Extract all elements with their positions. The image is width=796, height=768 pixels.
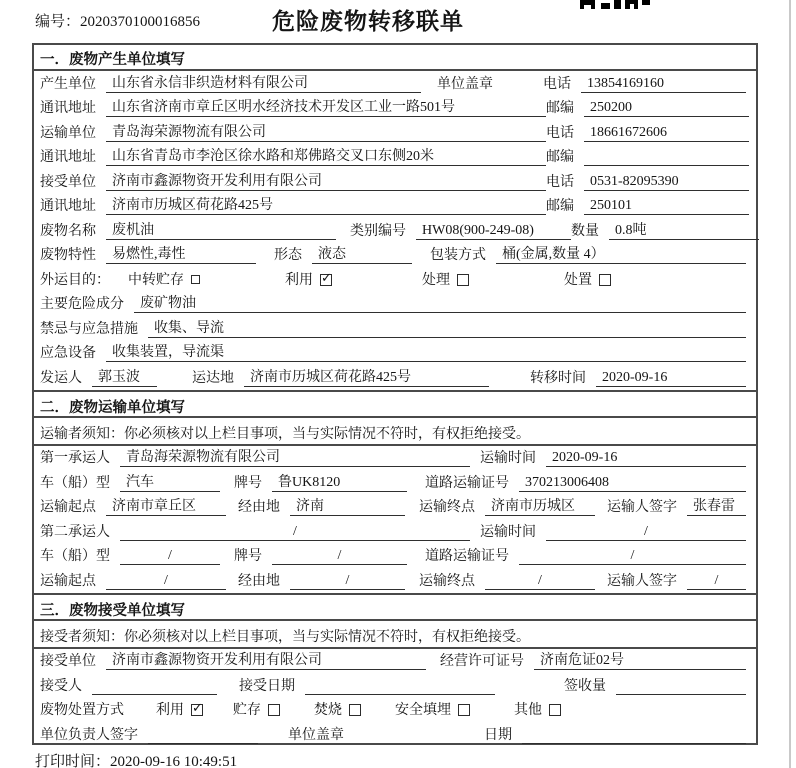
qr-code-fragment-icon [580, 0, 650, 10]
packing-value: 桶(金属,数量 4） [496, 243, 746, 264]
via1-value: 济南 [290, 495, 405, 516]
disposal-label: 废物处置方式 [40, 703, 124, 718]
receiver-label: 接受单位 [40, 174, 96, 190]
zip1-label: 邮编 [546, 101, 574, 116]
checkbox-transfer-storage [191, 275, 200, 284]
row-transporter [34, 120, 756, 145]
form-value: 液态 [312, 243, 412, 264]
addr2-value: 山东省青岛市李沧区徐水路和郑佛路交叉口东侧20米 [106, 145, 546, 166]
transfer-date-label: 转移时间 [530, 370, 586, 386]
transfer-date-value: 2020-09-16 [596, 370, 746, 387]
row-purpose [34, 267, 756, 292]
unit-seal2-label: 单位盖章 [288, 727, 344, 743]
waste-name-value: 废机油 [106, 219, 336, 240]
checkbox-disposal-incinerate [349, 704, 361, 716]
vehicle2-value: / [120, 548, 220, 565]
row-vehicle2 [34, 544, 756, 569]
hazard-label: 主要危险成分 [40, 297, 124, 312]
hazard-value: 废矿物油 [134, 292, 746, 313]
zip3-value: 250101 [584, 198, 749, 215]
waste-name-label: 废物名称 [40, 223, 96, 239]
phone2-value: 18661672606 [584, 125, 749, 142]
zip3-label: 邮编 [546, 199, 574, 214]
row-producer-address [34, 96, 756, 121]
phone2-label: 电话 [546, 125, 574, 141]
serial-label: 编号： [35, 14, 81, 30]
sign-qty-label: 签收量 [564, 678, 606, 694]
row-shipper [34, 365, 756, 390]
plate1-value: 鲁UK8120 [272, 471, 407, 492]
purpose-label: 外运目的： [40, 272, 110, 288]
print-time [35, 750, 237, 768]
disposal-option-label: 焚烧 [314, 703, 342, 718]
shipper-value: 郭玉波 [92, 366, 157, 387]
leader-sign-value [148, 727, 258, 744]
addr2-label: 通讯地址 [40, 150, 96, 165]
row-receiver-address [34, 194, 756, 219]
end1-value: 济南市历城区 [485, 495, 595, 516]
row-leader-sign [34, 722, 756, 747]
vehicle1-label: 车（船）型 [40, 475, 110, 491]
category-value: HW08(900-249-08) [416, 223, 571, 240]
row-receiver [34, 169, 756, 194]
accept-date-label: 接受日期 [239, 678, 295, 694]
disposal-option-label: 安全填埋 [395, 703, 451, 718]
row-accept-unit [34, 649, 756, 674]
sign-qty-value [616, 678, 746, 695]
disposal-option-utilize [156, 699, 203, 719]
checkbox-disposal-store [268, 704, 280, 716]
row-acceptor [34, 673, 756, 698]
purpose-option-treat [422, 269, 469, 289]
print-time-label: 打印时间： [35, 754, 111, 768]
qty-label: 数量 [571, 223, 599, 239]
carrier2-label: 第二承运人 [40, 524, 110, 540]
time2-label: 运输时间 [480, 524, 536, 540]
checkbox-disposal-utilize [191, 704, 203, 716]
disposal-option-label: 贮存 [233, 703, 261, 718]
vehicle1-value: 汽车 [120, 471, 220, 492]
sign2-label: 运输人签字 [607, 573, 677, 589]
carrier1-label: 第一承运人 [40, 451, 110, 466]
carrier2-value: / [120, 524, 470, 541]
license-value: 济南危证02号 [534, 649, 746, 670]
origin1-value: 济南市章丘区 [106, 495, 226, 516]
transporter-value: 青岛海荣源物流有限公司 [106, 121, 546, 142]
qty-value: 0.8吨 [609, 219, 759, 240]
row-carrier1 [34, 446, 756, 471]
vehicle2-label: 车（船）型 [40, 549, 110, 564]
phone1-label: 电话 [543, 76, 571, 92]
date-value [522, 727, 746, 744]
checkbox-disposal-landfill [458, 704, 470, 716]
accept-unit-label: 接受单位 [40, 654, 96, 669]
license2-value: / [519, 548, 746, 565]
character-value: 易燃性,毒性 [106, 243, 256, 264]
row-equipment [34, 341, 756, 366]
window-edge-divider [789, 0, 791, 768]
row-disposal [34, 698, 756, 723]
receiver-value: 济南市鑫源物资开发利用有限公司 [106, 170, 546, 191]
leader-sign-label: 单位负责人签字 [40, 727, 138, 743]
row-producer [34, 71, 756, 96]
plate2-value: / [272, 548, 407, 565]
transporter-label: 运输单位 [40, 125, 96, 141]
section3-header: 三．废物接受单位填写 [34, 593, 756, 621]
accept-unit-value: 济南市鑫源物资开发利用有限公司 [106, 649, 426, 670]
page-title: 危险废物转移联单 [272, 9, 464, 34]
end2-label: 运输终点 [419, 573, 475, 589]
license-label: 经营许可证号 [440, 654, 524, 669]
form-label: 形态 [274, 248, 302, 263]
taboo-value: 收集、导流 [148, 317, 746, 338]
disposal-option-label: 利用 [156, 703, 184, 718]
category-label: 类别编号 [350, 223, 406, 239]
via2-label: 经由地 [238, 573, 280, 589]
sign2-value: / [687, 573, 746, 590]
manifest-form [32, 43, 758, 745]
plate1-label: 牌号 [234, 475, 262, 491]
sign1-value: 张春雷 [687, 495, 746, 516]
shipper-label: 发运人 [40, 370, 82, 386]
row-carrier2 [34, 519, 756, 544]
character-label: 废物特性 [40, 248, 96, 263]
row-taboo [34, 316, 756, 341]
section2-header: 二．废物运输单位填写 [34, 390, 756, 418]
disposal-option-landfill [395, 699, 470, 719]
license2-label: 道路运输证号 [425, 549, 509, 564]
producer-value: 山东省永信非织造材料有限公司 [106, 72, 421, 93]
phone3-value: 0531-82095390 [584, 174, 749, 191]
phone1-value: 13854169160 [581, 76, 746, 93]
zip1-value: 250200 [584, 100, 749, 117]
equipment-label: 应急设备 [40, 346, 96, 361]
plate2-label: 牌号 [234, 549, 262, 564]
time1-label: 运输时间 [480, 451, 536, 466]
end2-value: / [485, 573, 595, 590]
zip2-value [584, 149, 749, 166]
addr3-label: 通讯地址 [40, 199, 96, 214]
acceptor-label: 接受人 [40, 678, 82, 694]
addr3-value: 济南市历城区荷花路425号 [106, 194, 546, 215]
origin2-label: 运输起点 [40, 573, 96, 589]
acceptor-value [92, 678, 217, 695]
taboo-label: 禁忌与应急措施 [40, 321, 138, 337]
row-vehicle1 [34, 470, 756, 495]
sign1-label: 运输人签字 [607, 500, 677, 515]
date-label: 日期 [484, 727, 512, 743]
checkbox-dispose [599, 274, 611, 286]
equipment-value: 收集装置，导流渠 [106, 341, 746, 362]
purpose-option-dispose [564, 269, 611, 289]
dest-value: 济南市历城区荷花路425号 [244, 366, 489, 387]
origin2-value: / [106, 573, 226, 590]
time2-value: / [546, 524, 746, 541]
dest-label: 运达地 [192, 370, 234, 386]
carrier1-value: 青岛海荣源物流有限公司 [120, 446, 470, 467]
print-time-value: 2020-09-16 10:49:51 [110, 754, 238, 768]
disposal-option-label: 其他 [514, 703, 542, 718]
addr1-value: 山东省济南市章丘区明水经济技术开发区工业一路501号 [106, 96, 546, 117]
row-route2 [34, 568, 756, 593]
disposal-option-incinerate [314, 699, 361, 719]
purpose-option-label: 中转贮存 [128, 272, 184, 288]
checkbox-utilize [320, 274, 332, 286]
purpose-option-transfer-storage [128, 269, 200, 289]
packing-label: 包装方式 [430, 248, 486, 263]
end1-label: 运输终点 [419, 500, 475, 515]
time1-value: 2020-09-16 [546, 450, 746, 467]
purpose-option-label: 利用 [285, 272, 313, 288]
via1-label: 经由地 [238, 500, 280, 515]
row-hazard [34, 292, 756, 317]
disposal-option-store [233, 699, 280, 719]
checkbox-disposal-other [549, 704, 561, 716]
row-waste-character [34, 243, 756, 268]
unit-seal-label: 单位盖章 [437, 76, 493, 92]
purpose-option-label: 处理 [422, 272, 450, 288]
checkbox-treat [457, 274, 469, 286]
serial-value: 2020370100016856 [80, 14, 201, 30]
purpose-option-label: 处置 [564, 272, 592, 288]
via2-value: / [290, 573, 405, 590]
purpose-option-utilize [285, 269, 332, 289]
zip2-label: 邮编 [546, 150, 574, 165]
section2-notice: 运输者须知：你必须核对以上栏目事项，当与实际情况不符时，有权拒绝接受。 [34, 418, 756, 446]
row-route1 [34, 495, 756, 520]
section1-header: 一．废物产生单位填写 [34, 45, 756, 71]
phone3-label: 电话 [546, 174, 574, 190]
disposal-option-other [514, 699, 561, 719]
section3-notice: 接受者须知：你必须核对以上栏目事项，当与实际情况不符时，有权拒绝接受。 [34, 621, 756, 649]
addr1-label: 通讯地址 [40, 101, 96, 116]
accept-date-value [305, 678, 495, 695]
producer-label: 产生单位 [40, 76, 96, 92]
row-waste-name [34, 218, 756, 243]
row-transporter-address [34, 145, 756, 170]
origin1-label: 运输起点 [40, 500, 96, 515]
license1-value: 370213006408 [519, 475, 746, 492]
license1-label: 道路运输证号 [425, 475, 509, 491]
